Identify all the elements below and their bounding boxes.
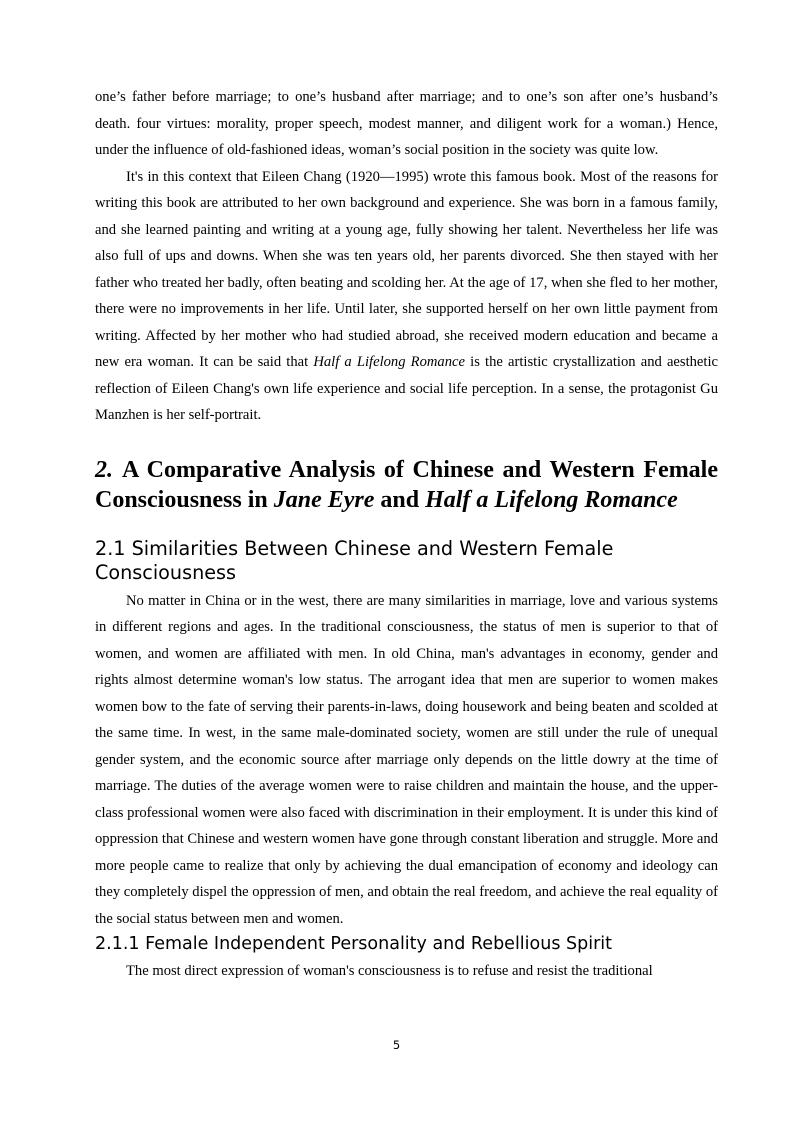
paragraph-similarities [95,588,718,933]
paragraph-text: is the artistic crystallization and aesthetic reflection of Eileen Chang's own life experience and social life perception. In a sense, the protagonist Gu Manzhen is her self-portrait. [95,354,718,423]
paragraph-continuation [95,84,718,164]
paragraph-text: It's in this context that Eileen Chang (1920—1995) wrote this famous book. Most of the reasons for writing this book are attributed to her own background and experience. She was born in a famous family, and she learned painting and writing at a young age, fully showing her talent. Nevertheless her life was also full of ups and downs. When she was ten years old, her parents divorced. She then stayed with her father who treated her badly, often beating and scolding her. At the age of 17, when she fled to her mother, there were no improvements in her life. Until later, she supported herself on her own little payment from writing. Affected by her mother who had studied abroad, she received modern education and became a new era woman. It can be said that [95,168,718,370]
book-title-italic: Half a Lifelong Romance [313,354,465,370]
subsection-2-1-1-heading: 2.1.1 Female Independent Personality and Rebellious Spirit [95,934,613,954]
subsection-2-1-heading: 2.1 Similarities Between Chinese and Western Female Consciousness [95,536,614,584]
section-title-text: A Comparative Analysis of Chinese and Western Female Consciousness in [95,456,718,513]
page-number: 5 [392,1038,401,1052]
section-2-heading [95,455,718,515]
section-title-italic-half-a-lifelong-romance: Half a Lifelong Romance [425,486,678,513]
paragraph-eileen-chang-background [95,164,718,429]
paragraph-text: No matter in China or in the west, there are many similarities in marriage, love and various systems in different regions and ages. In the traditional consciousness, the status of men is superior to that of women, and women are affiliated with men. In old China, man's advantages in economy, gender and rights almost determine woman's low status. The arrogant idea that men are superior to women makes women bow to the fate of serving their parents-in-laws, doing housework and being beaten and scolded at the same time. In west, in the same male-dominated society, women are still under the rule of unequal gender system, and the economic source after marriage only depends on the little dowry at the time of marriage. The duties of the average women were to raise children and maintain the house, and the upper-class professional women were also faced with discrimination in their employment. It is under this kind of oppression that Chinese and western women have gone through constant liberation and struggle. More and more people came to realize that only by achieving the dual emancipation of economy and ideology can they completely dispel the oppression of men, and obtain the real freedom, and achieve the real equality of the social status between men and women. [95,592,718,927]
section-title-italic-jane-eyre: Jane Eyre [273,486,375,513]
section-number: 2. [95,456,113,483]
paragraph-text: The most direct expression of woman's consciousness is to refuse and resist the traditional [126,963,653,979]
paragraph-female-consciousness [95,958,718,985]
page-content [95,84,718,985]
section-title-text: and [374,486,426,513]
paragraph-text: one’s father before marriage; to one’s husband after marriage; and to one’s son after one’s husband’s death. four virtues: morality, proper speech, modest manner, and diligent work for a woman.) Hence, under the influence of old-fashioned ideas, woman’s social position in the society was quite low. [95,89,718,158]
